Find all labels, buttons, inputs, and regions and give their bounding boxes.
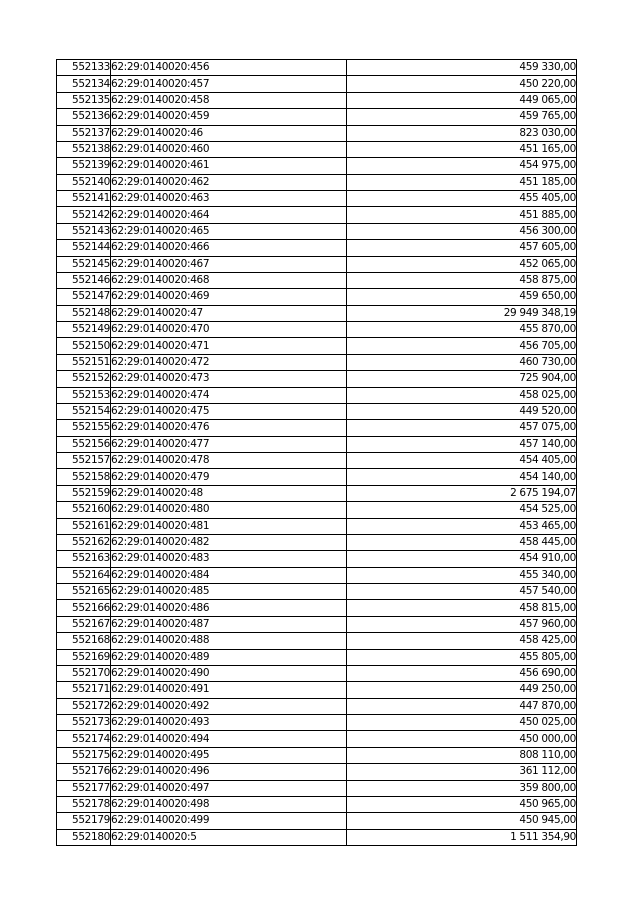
table-row bbox=[57, 567, 577, 583]
row-number-cell: 552143 bbox=[57, 223, 111, 239]
cadastral-number-cell: 62:29:0140020:484 bbox=[111, 567, 347, 583]
table-row bbox=[57, 534, 577, 550]
row-number-cell: 552160 bbox=[57, 502, 111, 518]
cadastral-number-cell: 62:29:0140020:469 bbox=[111, 289, 347, 305]
cadastral-number-cell: 62:29:0140020:459 bbox=[111, 109, 347, 125]
row-number-cell: 552162 bbox=[57, 534, 111, 550]
row-number-cell: 552165 bbox=[57, 584, 111, 600]
cadastral-number-cell: 62:29:0140020:479 bbox=[111, 469, 347, 485]
cadastral-value-cell: 457 140,00 bbox=[347, 436, 577, 452]
row-number-cell: 552180 bbox=[57, 829, 111, 845]
table-row bbox=[57, 665, 577, 681]
cadastral-number-cell: 62:29:0140020:499 bbox=[111, 813, 347, 829]
table-row bbox=[57, 436, 577, 452]
cadastral-number-cell: 62:29:0140020:478 bbox=[111, 453, 347, 469]
row-number-cell: 552135 bbox=[57, 92, 111, 108]
cadastral-value-cell: 458 025,00 bbox=[347, 387, 577, 403]
table-row bbox=[57, 502, 577, 518]
table-row bbox=[57, 780, 577, 796]
cadastral-number-cell: 62:29:0140020:492 bbox=[111, 698, 347, 714]
cadastral-value-cell: 454 975,00 bbox=[347, 158, 577, 174]
row-number-cell: 552150 bbox=[57, 338, 111, 354]
row-number-cell: 552178 bbox=[57, 796, 111, 812]
table-row bbox=[57, 764, 577, 780]
cadastral-number-cell: 62:29:0140020:464 bbox=[111, 207, 347, 223]
row-number-cell: 552136 bbox=[57, 109, 111, 125]
table-row bbox=[57, 305, 577, 321]
cadastral-value-cell: 808 110,00 bbox=[347, 747, 577, 763]
table-row bbox=[57, 829, 577, 845]
row-number-cell: 552172 bbox=[57, 698, 111, 714]
cadastral-number-cell: 62:29:0140020:470 bbox=[111, 322, 347, 338]
table-row bbox=[57, 158, 577, 174]
cadastral-value-cell: 457 960,00 bbox=[347, 616, 577, 632]
row-number-cell: 552152 bbox=[57, 371, 111, 387]
row-number-cell: 552142 bbox=[57, 207, 111, 223]
cadastral-value-cell: 458 445,00 bbox=[347, 534, 577, 550]
cadastral-value-cell: 457 605,00 bbox=[347, 240, 577, 256]
table-row bbox=[57, 354, 577, 370]
cadastral-number-cell: 62:29:0140020:47 bbox=[111, 305, 347, 321]
cadastral-value-cell: 455 405,00 bbox=[347, 191, 577, 207]
cadastral-number-cell: 62:29:0140020:471 bbox=[111, 338, 347, 354]
table-row bbox=[57, 403, 577, 419]
table-row bbox=[57, 223, 577, 239]
table-row bbox=[57, 731, 577, 747]
row-number-cell: 552157 bbox=[57, 453, 111, 469]
table-row bbox=[57, 191, 577, 207]
row-number-cell: 552149 bbox=[57, 322, 111, 338]
row-number-cell: 552174 bbox=[57, 731, 111, 747]
cadastral-number-cell: 62:29:0140020:496 bbox=[111, 764, 347, 780]
table-row bbox=[57, 76, 577, 92]
table-row bbox=[57, 256, 577, 272]
row-number-cell: 552173 bbox=[57, 715, 111, 731]
table-row bbox=[57, 207, 577, 223]
row-number-cell: 552179 bbox=[57, 813, 111, 829]
cadastral-number-cell: 62:29:0140020:473 bbox=[111, 371, 347, 387]
cadastral-number-cell: 62:29:0140020:462 bbox=[111, 174, 347, 190]
cadastral-value-cell: 459 330,00 bbox=[347, 60, 577, 76]
cadastral-value-cell: 453 465,00 bbox=[347, 518, 577, 534]
cadastral-value-cell: 456 705,00 bbox=[347, 338, 577, 354]
cadastral-value-cell: 361 112,00 bbox=[347, 764, 577, 780]
table-row bbox=[57, 485, 577, 501]
cadastral-value-cell: 447 870,00 bbox=[347, 698, 577, 714]
cadastral-number-cell: 62:29:0140020:457 bbox=[111, 76, 347, 92]
cadastral-number-cell: 62:29:0140020:487 bbox=[111, 616, 347, 632]
row-number-cell: 552153 bbox=[57, 387, 111, 403]
table-row bbox=[57, 649, 577, 665]
table-row bbox=[57, 240, 577, 256]
cadastral-value-cell: 359 800,00 bbox=[347, 780, 577, 796]
table-row bbox=[57, 60, 577, 76]
table-row bbox=[57, 616, 577, 632]
cadastral-value-cell: 1 511 354,90 bbox=[347, 829, 577, 845]
cadastral-number-cell: 62:29:0140020:460 bbox=[111, 141, 347, 157]
cadastral-value-cell: 451 885,00 bbox=[347, 207, 577, 223]
cadastral-number-cell: 62:29:0140020:46 bbox=[111, 125, 347, 141]
table-row bbox=[57, 600, 577, 616]
cadastral-number-cell: 62:29:0140020:493 bbox=[111, 715, 347, 731]
table-row bbox=[57, 322, 577, 338]
cadastral-value-cell: 451 165,00 bbox=[347, 141, 577, 157]
table-row bbox=[57, 387, 577, 403]
cadastral-number-cell: 62:29:0140020:472 bbox=[111, 354, 347, 370]
cadastral-number-cell: 62:29:0140020:485 bbox=[111, 584, 347, 600]
table-row bbox=[57, 633, 577, 649]
row-number-cell: 552158 bbox=[57, 469, 111, 485]
cadastral-value-cell: 823 030,00 bbox=[347, 125, 577, 141]
row-number-cell: 552171 bbox=[57, 682, 111, 698]
cadastral-number-cell: 62:29:0140020:486 bbox=[111, 600, 347, 616]
cadastral-number-cell: 62:29:0140020:498 bbox=[111, 796, 347, 812]
cadastral-number-cell: 62:29:0140020:482 bbox=[111, 534, 347, 550]
row-number-cell: 552163 bbox=[57, 551, 111, 567]
table-row bbox=[57, 551, 577, 567]
row-number-cell: 552175 bbox=[57, 747, 111, 763]
cadastral-value-cell: 458 425,00 bbox=[347, 633, 577, 649]
cadastral-number-cell: 62:29:0140020:489 bbox=[111, 649, 347, 665]
cadastral-number-cell: 62:29:0140020:481 bbox=[111, 518, 347, 534]
table-row bbox=[57, 747, 577, 763]
cadastral-value-cell: 450 945,00 bbox=[347, 813, 577, 829]
table-row bbox=[57, 420, 577, 436]
row-number-cell: 552168 bbox=[57, 633, 111, 649]
row-number-cell: 552154 bbox=[57, 403, 111, 419]
table-row bbox=[57, 518, 577, 534]
cadastral-number-cell: 62:29:0140020:463 bbox=[111, 191, 347, 207]
table-row bbox=[57, 289, 577, 305]
cadastral-value-cell: 457 075,00 bbox=[347, 420, 577, 436]
cadastral-value-cell: 449 520,00 bbox=[347, 403, 577, 419]
table-row bbox=[57, 813, 577, 829]
cadastral-value-cell: 450 965,00 bbox=[347, 796, 577, 812]
cadastral-value-cell: 456 300,00 bbox=[347, 223, 577, 239]
cadastral-number-cell: 62:29:0140020:488 bbox=[111, 633, 347, 649]
table-row bbox=[57, 109, 577, 125]
cadastral-value-cell: 454 405,00 bbox=[347, 453, 577, 469]
cadastral-value-cell: 29 949 348,19 bbox=[347, 305, 577, 321]
cadastral-value-cell: 449 065,00 bbox=[347, 92, 577, 108]
cadastral-number-cell: 62:29:0140020:467 bbox=[111, 256, 347, 272]
cadastral-number-cell: 62:29:0140020:480 bbox=[111, 502, 347, 518]
table-row bbox=[57, 796, 577, 812]
table-row bbox=[57, 453, 577, 469]
cadastral-value-cell: 2 675 194,07 bbox=[347, 485, 577, 501]
cadastral-number-cell: 62:29:0140020:474 bbox=[111, 387, 347, 403]
row-number-cell: 552147 bbox=[57, 289, 111, 305]
cadastral-value-cell: 450 220,00 bbox=[347, 76, 577, 92]
row-number-cell: 552139 bbox=[57, 158, 111, 174]
table-row bbox=[57, 338, 577, 354]
cadastral-number-cell: 62:29:0140020:477 bbox=[111, 436, 347, 452]
cadastral-number-cell: 62:29:0140020:465 bbox=[111, 223, 347, 239]
row-number-cell: 552177 bbox=[57, 780, 111, 796]
cadastral-number-cell: 62:29:0140020:466 bbox=[111, 240, 347, 256]
cadastral-number-cell: 62:29:0140020:475 bbox=[111, 403, 347, 419]
row-number-cell: 552169 bbox=[57, 649, 111, 665]
cadastral-value-cell: 452 065,00 bbox=[347, 256, 577, 272]
row-number-cell: 552138 bbox=[57, 141, 111, 157]
table-row bbox=[57, 698, 577, 714]
row-number-cell: 552148 bbox=[57, 305, 111, 321]
cadastral-value-cell: 460 730,00 bbox=[347, 354, 577, 370]
table-row bbox=[57, 141, 577, 157]
row-number-cell: 552141 bbox=[57, 191, 111, 207]
row-number-cell: 552176 bbox=[57, 764, 111, 780]
row-number-cell: 552133 bbox=[57, 60, 111, 76]
cadastral-value-cell: 450 025,00 bbox=[347, 715, 577, 731]
row-number-cell: 552145 bbox=[57, 256, 111, 272]
cadastral-value-cell: 725 904,00 bbox=[347, 371, 577, 387]
cadastral-value-cell: 454 910,00 bbox=[347, 551, 577, 567]
cadastral-value-cell: 456 690,00 bbox=[347, 665, 577, 681]
row-number-cell: 552164 bbox=[57, 567, 111, 583]
cadastral-value-cell: 458 875,00 bbox=[347, 272, 577, 288]
row-number-cell: 552166 bbox=[57, 600, 111, 616]
table-row bbox=[57, 272, 577, 288]
cadastral-number-cell: 62:29:0140020:456 bbox=[111, 60, 347, 76]
cadastral-number-cell: 62:29:0140020:468 bbox=[111, 272, 347, 288]
cadastral-number-cell: 62:29:0140020:476 bbox=[111, 420, 347, 436]
table-row bbox=[57, 125, 577, 141]
cadastral-value-cell: 459 765,00 bbox=[347, 109, 577, 125]
row-number-cell: 552170 bbox=[57, 665, 111, 681]
cadastral-value-cell: 459 650,00 bbox=[347, 289, 577, 305]
row-number-cell: 552161 bbox=[57, 518, 111, 534]
cadastral-value-cell: 449 250,00 bbox=[347, 682, 577, 698]
cadastral-value-cell: 458 815,00 bbox=[347, 600, 577, 616]
table-row bbox=[57, 174, 577, 190]
cadastral-number-cell: 62:29:0140020:483 bbox=[111, 551, 347, 567]
cadastral-value-table bbox=[56, 59, 577, 846]
cadastral-value-cell: 450 000,00 bbox=[347, 731, 577, 747]
cadastral-number-cell: 62:29:0140020:461 bbox=[111, 158, 347, 174]
row-number-cell: 552146 bbox=[57, 272, 111, 288]
table-row bbox=[57, 371, 577, 387]
row-number-cell: 552144 bbox=[57, 240, 111, 256]
row-number-cell: 552167 bbox=[57, 616, 111, 632]
row-number-cell: 552137 bbox=[57, 125, 111, 141]
row-number-cell: 552155 bbox=[57, 420, 111, 436]
table-row bbox=[57, 469, 577, 485]
row-number-cell: 552151 bbox=[57, 354, 111, 370]
table-row bbox=[57, 682, 577, 698]
table-row bbox=[57, 92, 577, 108]
row-number-cell: 552134 bbox=[57, 76, 111, 92]
cadastral-value-cell: 454 140,00 bbox=[347, 469, 577, 485]
table-row bbox=[57, 715, 577, 731]
row-number-cell: 552140 bbox=[57, 174, 111, 190]
cadastral-value-cell: 455 340,00 bbox=[347, 567, 577, 583]
cadastral-number-cell: 62:29:0140020:494 bbox=[111, 731, 347, 747]
cadastral-value-cell: 454 525,00 bbox=[347, 502, 577, 518]
cadastral-number-cell: 62:29:0140020:458 bbox=[111, 92, 347, 108]
cadastral-number-cell: 62:29:0140020:497 bbox=[111, 780, 347, 796]
cadastral-number-cell: 62:29:0140020:5 bbox=[111, 829, 347, 845]
cadastral-value-cell: 455 870,00 bbox=[347, 322, 577, 338]
table-row bbox=[57, 584, 577, 600]
cadastral-value-cell: 457 540,00 bbox=[347, 584, 577, 600]
cadastral-number-cell: 62:29:0140020:491 bbox=[111, 682, 347, 698]
row-number-cell: 552159 bbox=[57, 485, 111, 501]
cadastral-number-cell: 62:29:0140020:48 bbox=[111, 485, 347, 501]
table-body bbox=[57, 60, 577, 846]
cadastral-value-cell: 455 805,00 bbox=[347, 649, 577, 665]
cadastral-number-cell: 62:29:0140020:495 bbox=[111, 747, 347, 763]
row-number-cell: 552156 bbox=[57, 436, 111, 452]
cadastral-number-cell: 62:29:0140020:490 bbox=[111, 665, 347, 681]
cadastral-value-cell: 451 185,00 bbox=[347, 174, 577, 190]
